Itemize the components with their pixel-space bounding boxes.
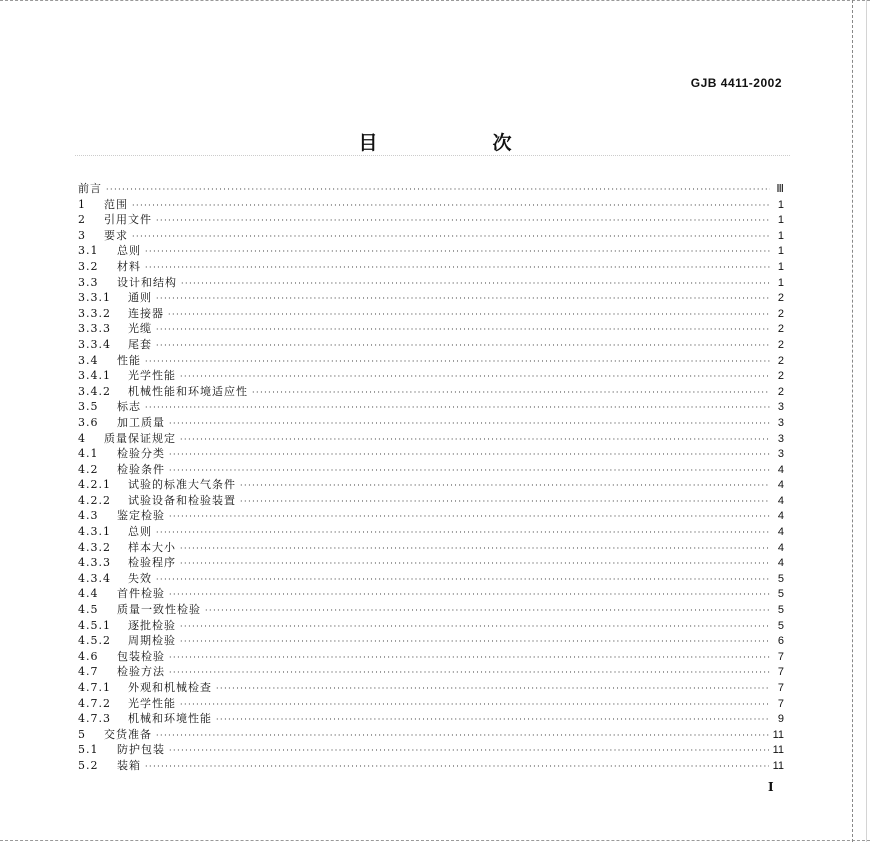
toc-entry[interactable] (78, 586, 784, 602)
dot-leader (216, 712, 770, 728)
toc-entry[interactable] (78, 275, 784, 291)
dot-leader (240, 478, 770, 494)
toc-entry[interactable] (78, 633, 784, 649)
dot-leader (145, 244, 770, 260)
toc-entry-page: 1 (777, 276, 784, 289)
dot-leader (180, 541, 770, 557)
toc-entry-page: 9 (777, 713, 784, 726)
scan-edge-right (852, 0, 854, 842)
toc-entry-number: 3.1 (78, 244, 99, 258)
page-number: I (768, 780, 774, 794)
toc-entry[interactable] (78, 758, 784, 774)
toc-entry-page: 5 (777, 619, 784, 632)
toc-entry-page: 11 (772, 744, 784, 757)
toc-entry-page: 1 (777, 229, 784, 242)
toc-entry[interactable] (78, 306, 784, 322)
toc-entry-title: 质量保证规定 (104, 431, 176, 445)
toc-entry-title: 样本大小 (128, 540, 176, 554)
toc-entry-title: 检验分类 (117, 447, 165, 461)
dot-leader (156, 728, 769, 744)
toc-entry[interactable] (78, 259, 784, 275)
dot-leader (156, 525, 770, 541)
dot-leader (156, 213, 770, 229)
toc-entry[interactable] (78, 431, 784, 447)
dot-leader (145, 400, 770, 416)
toc-entry-title: 试验设备和检验装置 (128, 493, 236, 507)
scan-edge-bottom (0, 836, 870, 841)
toc-entry-number: 2 (78, 213, 86, 227)
toc-entry-title: 包装检验 (117, 649, 165, 663)
toc-entry-page: 5 (777, 588, 784, 601)
toc-entry-title: 逐批检验 (128, 618, 176, 632)
toc-entry-number: 4.5 (78, 603, 99, 617)
toc-entry-number: 3.4.2 (78, 384, 111, 398)
toc-entry-number: 4.3 (78, 509, 99, 523)
dot-leader (145, 354, 770, 370)
toc-entry-page: 1 (777, 260, 784, 273)
toc-entry-number: 4.5.1 (78, 618, 111, 632)
toc-entry-number: 4.7 (78, 665, 99, 679)
toc-entry[interactable] (78, 337, 784, 353)
toc-entry[interactable] (78, 353, 784, 369)
toc-entry[interactable] (78, 399, 784, 415)
toc-entry[interactable] (78, 649, 784, 665)
toc-entry[interactable] (78, 664, 784, 680)
toc-entry-number: 5 (78, 727, 86, 741)
toc-entry-number: 4 (78, 431, 86, 445)
toc-entry-page: 2 (777, 385, 784, 398)
dot-leader (145, 260, 770, 276)
toc-entry-page: 2 (777, 338, 784, 351)
toc-entry-number: 3.2 (78, 259, 99, 273)
toc-entry-number: 4.7.3 (78, 712, 111, 726)
toc-entry-page: 7 (777, 682, 784, 694)
toc-entry[interactable] (78, 524, 784, 540)
toc-entry[interactable] (78, 680, 784, 696)
dot-leader (106, 182, 770, 198)
toc-entry-number: 4.6 (78, 649, 99, 663)
toc-entry-title: 鉴定检验 (117, 509, 165, 523)
dot-leader (252, 385, 770, 401)
dot-leader (180, 369, 770, 385)
toc-entry-number: 3.4 (78, 353, 99, 367)
toc-entry-number: 4.1 (78, 447, 99, 461)
toc-entry[interactable] (78, 493, 784, 509)
toc-entry-number: 4.3.1 (78, 525, 111, 539)
toc-entry-page: 1 (777, 214, 784, 227)
dot-leader (180, 619, 770, 635)
toc-entry-title: 光缆 (128, 322, 152, 336)
toc-entry-page: 1 (777, 245, 784, 258)
toc-entry-title: 性能 (117, 353, 141, 367)
dot-leader (169, 509, 770, 525)
dot-leader (180, 432, 770, 448)
toc-entry-page: 2 (777, 323, 784, 336)
toc-entry-number: 4.2 (78, 462, 99, 476)
toc-entry-number: 4.3.2 (78, 540, 111, 554)
toc-entry[interactable] (78, 555, 784, 571)
toc-entry-page: 7 (777, 650, 784, 663)
toc-entry-title: 装箱 (117, 758, 141, 772)
toc-entry-page: 11 (772, 759, 784, 772)
scan-edge-right-outer (866, 0, 868, 842)
dot-leader (180, 697, 770, 713)
toc-entry-number: 4.2.2 (78, 493, 111, 507)
toc-entry-title: 总则 (128, 525, 152, 539)
toc-entry-page: 4 (777, 510, 784, 523)
toc-entry-number: 4.3.4 (78, 571, 111, 585)
toc-entry-title: 检验条件 (117, 462, 165, 476)
toc-entry[interactable] (78, 384, 784, 400)
toc-entry-number: 5.1 (78, 743, 99, 757)
toc-entry-title: 材料 (117, 259, 141, 273)
toc-entry[interactable] (78, 602, 784, 618)
toc-entry-page: 4 (777, 479, 784, 492)
toc-entry-page: 2 (777, 307, 784, 320)
dot-leader (240, 494, 770, 510)
dot-leader (169, 665, 770, 681)
toc-entry-number: 4.5.2 (78, 634, 111, 648)
dot-leader (169, 416, 770, 432)
toc-entry-page: 5 (777, 572, 784, 585)
toc-entry-number: 3.3.1 (78, 291, 111, 305)
toc-entry-title: 周期检验 (128, 634, 176, 648)
toc-entry[interactable] (78, 368, 784, 384)
toc-entry-title: 试验的标准大气条件 (128, 478, 236, 492)
dot-leader (181, 276, 770, 292)
toc-entry-number: 3.5 (78, 400, 99, 414)
toc-entry-page: 3 (777, 432, 784, 445)
toc-entry-number: 3.3.2 (78, 306, 111, 320)
dot-leader (169, 587, 770, 603)
toc-entry-page: 2 (777, 370, 784, 383)
toc-entry-page: 1 (777, 198, 784, 211)
toc-entry-page: 5 (777, 604, 784, 617)
toc-entry-page: 4 (777, 494, 784, 507)
toc-entry-title: 引用文件 (104, 213, 152, 227)
toc-entry[interactable] (78, 571, 784, 587)
dot-leader (169, 650, 770, 666)
toc-entry-number: 4.3.3 (78, 556, 111, 570)
toc-entry-title: 范围 (104, 197, 128, 211)
toc-entry-number: 3.6 (78, 415, 99, 429)
toc-entry[interactable] (78, 696, 784, 712)
toc-entry[interactable] (78, 181, 784, 197)
toc-entry-title: 尾套 (128, 337, 152, 351)
toc-entry-page: 7 (777, 666, 784, 679)
toc-entry[interactable] (78, 212, 784, 228)
toc-entry-page: 4 (777, 463, 784, 476)
toc-entry-page: 2 (777, 292, 784, 305)
toc-entry[interactable] (78, 742, 784, 758)
dot-leader (205, 603, 770, 619)
toc-entry[interactable] (78, 228, 784, 244)
toc-entry-number: 4.7.2 (78, 696, 111, 710)
toc-entry[interactable] (78, 508, 784, 524)
dot-leader (132, 229, 770, 245)
toc-entry-title: 光学性能 (128, 369, 176, 383)
dot-leader (145, 759, 769, 775)
toc-entry-page: Ⅲ (776, 183, 784, 195)
toc-entry-number: 3.3.3 (78, 322, 111, 336)
toc-entry[interactable] (78, 540, 784, 556)
toc-entry[interactable] (78, 727, 784, 743)
toc-entry-title: 光学性能 (128, 696, 176, 710)
dot-leader (156, 322, 770, 338)
toc-entry[interactable] (78, 711, 784, 727)
toc-entry-number: 4.2.1 (78, 478, 111, 492)
toc-entry-page: 2 (777, 354, 784, 367)
toc-entry-title: 外观和机械检查 (128, 681, 212, 694)
dot-leader (169, 447, 770, 463)
faint-rule (75, 155, 790, 156)
toc-entry-title: 质量一致性检验 (117, 603, 201, 617)
dot-leader (180, 634, 770, 650)
toc-entry-page: 3 (777, 448, 784, 461)
toc-entry[interactable] (78, 197, 784, 213)
toc-entry-page: 11 (772, 728, 784, 741)
toc-entry-number: 3.3 (78, 275, 99, 289)
toc-entry-title: 失效 (128, 571, 152, 585)
toc-entry-title: 交货准备 (104, 727, 152, 741)
toc-entry-number: 3 (78, 228, 86, 242)
toc-entry-title: 通则 (128, 291, 152, 305)
toc-entry-number: 3.3.4 (78, 337, 111, 351)
dot-leader (156, 291, 770, 307)
page-title: 目 次 (358, 132, 560, 154)
table-of-contents (78, 181, 784, 774)
toc-entry-number: 5.2 (78, 758, 99, 772)
toc-entry-title: 总则 (117, 244, 141, 258)
toc-entry[interactable] (78, 290, 784, 306)
dot-leader (156, 338, 770, 354)
toc-entry-title: 前言 (78, 182, 102, 195)
toc-entry-page: 4 (777, 541, 784, 554)
toc-entry[interactable] (78, 618, 784, 634)
dot-leader (180, 556, 770, 572)
dot-leader (169, 463, 770, 479)
toc-entry-title: 首件检验 (117, 587, 165, 601)
toc-entry-title: 检验程序 (128, 556, 176, 570)
toc-entry-title: 机械和环境性能 (128, 712, 212, 726)
toc-entry[interactable] (78, 415, 784, 431)
toc-entry-page: 4 (777, 526, 784, 539)
dot-leader (216, 681, 770, 697)
dot-leader (156, 572, 770, 588)
toc-entry[interactable] (78, 446, 784, 462)
toc-entry[interactable] (78, 243, 784, 259)
toc-entry-page: 7 (777, 697, 784, 710)
toc-entry-title: 加工质量 (117, 415, 165, 429)
toc-entry-page: 3 (777, 416, 784, 429)
dot-leader (168, 307, 770, 323)
toc-entry-title: 检验方法 (117, 665, 165, 679)
toc-entry-title: 防护包装 (117, 743, 165, 757)
toc-entry-title: 设计和结构 (117, 275, 177, 289)
toc-entry-page: 3 (777, 401, 784, 414)
dot-leader (169, 743, 769, 759)
toc-entry-number: 4.4 (78, 587, 99, 601)
standard-code: GJB 4411-2002 (690, 76, 782, 90)
toc-entry-page: 4 (777, 557, 784, 570)
scan-edge-top (0, 0, 870, 6)
toc-entry-number: 4.7.1 (78, 681, 111, 694)
toc-entry-page: 6 (777, 635, 784, 648)
toc-entry[interactable] (78, 321, 784, 337)
toc-entry-title: 机械性能和环境适应性 (128, 384, 248, 398)
toc-entry[interactable] (78, 477, 784, 493)
toc-entry-number: 1 (78, 197, 86, 211)
toc-entry-title: 连接器 (128, 306, 164, 320)
toc-entry-title: 标志 (117, 400, 141, 414)
dot-leader (132, 198, 770, 214)
toc-entry-number: 3.4.1 (78, 369, 111, 383)
toc-entry[interactable] (78, 462, 784, 478)
toc-entry-title: 要求 (104, 228, 128, 242)
